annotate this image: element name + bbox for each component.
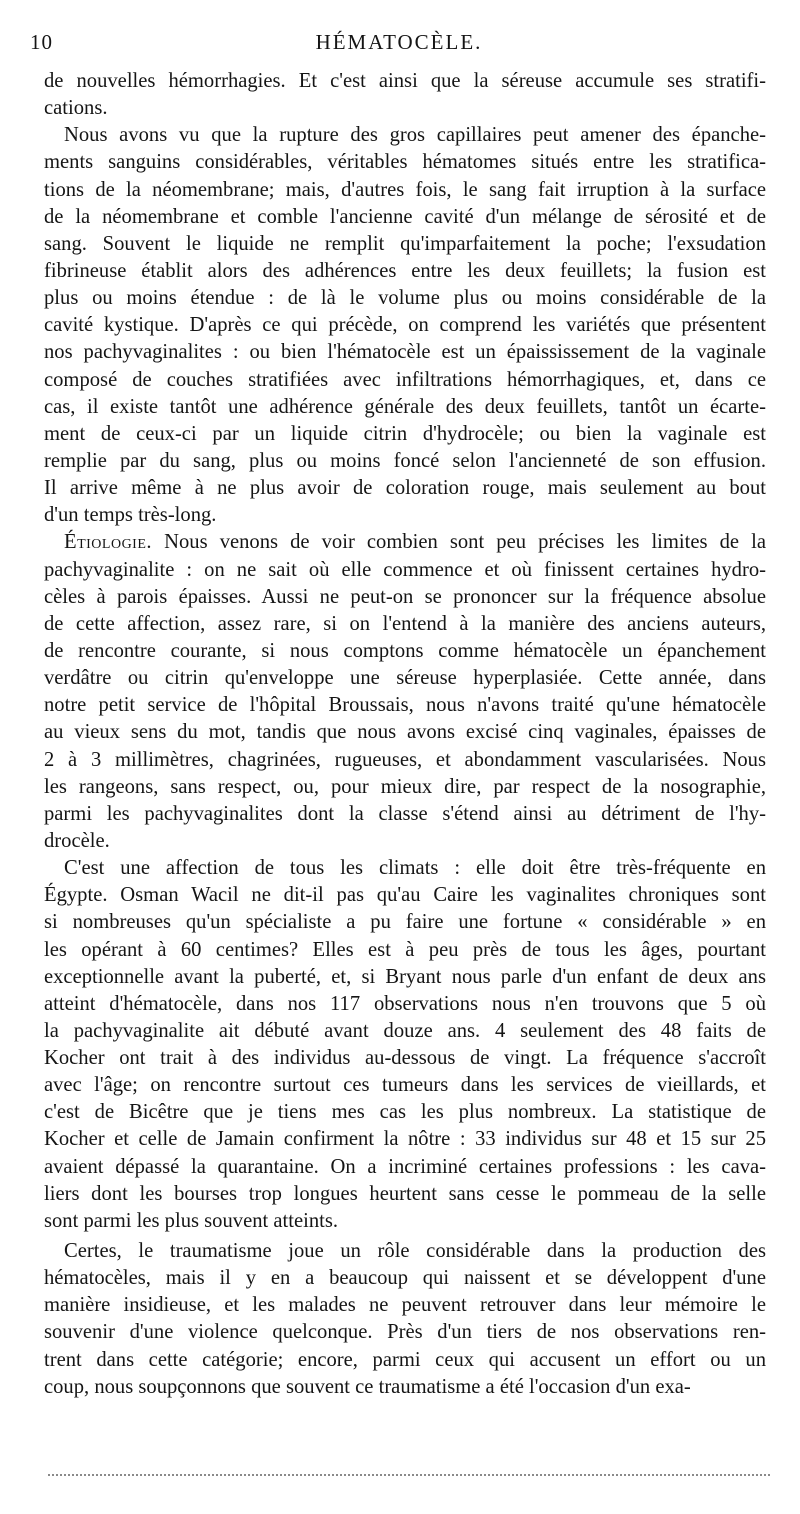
text-line: cavité kystique. D'après ce qui précède, on comprend les variétés que présentent	[44, 314, 766, 337]
text-line: de la néomembrane et comble l'ancienne cavité d'un mélange de sérosité et de	[44, 205, 766, 228]
text-line: pachyvaginalite : on ne sait où elle commence et où finissent certaines hydro-	[44, 558, 766, 581]
text-line: Il arrive même à ne plus avoir de coloration rouge, mais seulement au bout	[44, 477, 766, 500]
text-line: manière insidieuse, et les malades ne peuvent retrouver dans leur mémoire le	[44, 1294, 766, 1317]
text-line: fibrineuse établit alors des adhérences entre les deux feuillets; la fusion est	[44, 259, 766, 282]
text-line: les opérant à 60 centimes? Elles est à peu près de tous les âges, pourtant	[44, 938, 766, 961]
text-line: composé de couches stratifiées avec infiltrations hémorrhagiques, et, dans ce	[44, 368, 766, 391]
text-line: cèles à parois épaisses. Aussi ne peut-on se prononcer sur la fréquence absolue	[44, 585, 766, 608]
text-line: au vieux sens du mot, tandis que nous avons excisé cinq vaginales, épaisses de	[44, 721, 766, 744]
text-line: les rangeons, sans respect, ou, pour mieux dire, par respect de la nosographie,	[44, 775, 766, 798]
text-line: hématocèles, mais il y en a beaucoup qui naissent et se développent d'une	[44, 1267, 766, 1290]
text-line: Nous avons vu que la rupture des gros capillaires peut amener des épanche-	[64, 124, 766, 147]
text-line: C'est une affection de tous les climats : elle doit être très-fréquente en	[64, 857, 766, 880]
text-line: cations.	[44, 97, 108, 120]
text-line: tions de la néomembrane; mais, d'autres fois, le sang fait irruption à la surface	[44, 178, 766, 201]
text-line: Certes, le traumatisme joue un rôle considérable dans la production des	[64, 1240, 766, 1263]
text-line: coup, nous soupçonnons que souvent ce traumatisme a été l'occasion d'un exa-	[44, 1375, 691, 1398]
text-line: trent dans cette catégorie; encore, parmi ceux qui accusent un effort ou un	[44, 1348, 766, 1371]
text-line: c'est de Bicêtre que je tiens mes cas les plus nombreux. La statistique de	[44, 1101, 766, 1124]
text-line: verdâtre ou citrin qu'enveloppe une séreuse hyperplasiée. Cette année, dans	[44, 667, 766, 690]
text-line: de cette affection, assez rare, si on l'entend à la manière des anciens auteurs,	[44, 612, 766, 635]
text-line: la pachyvaginalite ait débuté avant douze ans. 4 seulement des 48 faits de	[44, 1019, 766, 1042]
text-line: liers dont les bourses trop longues heurtent sans cesse le pommeau de la selle	[44, 1182, 766, 1205]
text-line: 2 à 3 millimètres, chagrinées, rugueuses, et abondamment vascularisées. Nous	[44, 748, 766, 771]
body-text	[44, 68, 766, 1401]
text-line: ments sanguins considérables, véritables hématomes situés entre les stratifica-	[44, 151, 766, 174]
footer-rule	[48, 1474, 770, 1476]
text-line: sang. Souvent le liquide ne remplit qu'imparfaitement la poche; l'exsudation	[44, 232, 766, 255]
text-line: Kocher et celle de Jamain confirment la nôtre : 33 individus sur 48 et 15 sur 25	[44, 1128, 766, 1151]
text-line: si nombreuses qu'un spécialiste a pu faire une fortune « considérable » en	[44, 911, 766, 934]
text-line: Kocher ont trait à des individus au-dessous de vingt. La fréquence s'accroît	[44, 1047, 766, 1070]
text-line: d'un temps très-long.	[44, 504, 217, 527]
text-line: remplie par du sang, plus ou moins foncé selon l'ancienneté de son effusion.	[44, 449, 766, 472]
running-header	[30, 30, 768, 60]
text-line: Égypte. Osman Wacil ne dit-il pas qu'au Caire les vaginalites chroniques sont	[44, 884, 766, 907]
text-line: plus ou moins étendue : de là le volume plus ou moins considérable de la	[44, 287, 766, 310]
text-line	[44, 529, 766, 556]
text-line: parmi les pachyvaginalites dont la classe s'étend ainsi au détriment de l'hy-	[44, 802, 766, 825]
page-number: 10	[30, 30, 53, 54]
section-heading: Étiologie.	[64, 531, 153, 554]
text-line: souvenir d'une violence quelconque. Près d'un tiers de nos observations ren-	[44, 1321, 766, 1344]
text-line: drocèle.	[44, 829, 110, 852]
text-line: sont parmi les plus souvent atteints.	[44, 1209, 339, 1232]
text-line: de rencontre courante, si nous comptons comme hématocèle un épanchement	[44, 639, 766, 662]
text-line: cas, il existe tantôt une adhérence générale des deux feuillets, tantôt un écarte-	[44, 395, 766, 418]
text-line: ment de ceux-ci par un liquide citrin d'hydrocèle; ou bien la vaginale est	[44, 422, 766, 445]
text-line: avec l'âge; on rencontre surtout ces tumeurs dans les services de vieillards, et	[44, 1074, 766, 1097]
text-line: de nouvelles hémorrhagies. Et c'est ainsi que la séreuse accumule ses stratifi-	[44, 70, 766, 92]
text-line: exceptionnelle avant la puberté, et, si Bryant nous parle d'un enfant de deux ans	[44, 965, 766, 988]
text-line: notre petit service de l'hôpital Broussais, nous n'avons traité qu'une hématocèle	[44, 694, 766, 717]
text-line: avaient dépassé la quarantaine. On a incriminé certaines professions : les cava-	[44, 1155, 766, 1178]
running-title: HÉMATOCÈLE.	[315, 30, 483, 54]
text-line: atteint d'hématocèle, dans nos 117 observations nous n'en trouvons que 5 où	[44, 992, 766, 1015]
text-run: Nous venons de voir combien sont peu précises les limites de la	[152, 531, 766, 554]
text-line: nos pachyvaginalites : ou bien l'hématocèle est un épaississement de la vaginale	[44, 341, 766, 364]
